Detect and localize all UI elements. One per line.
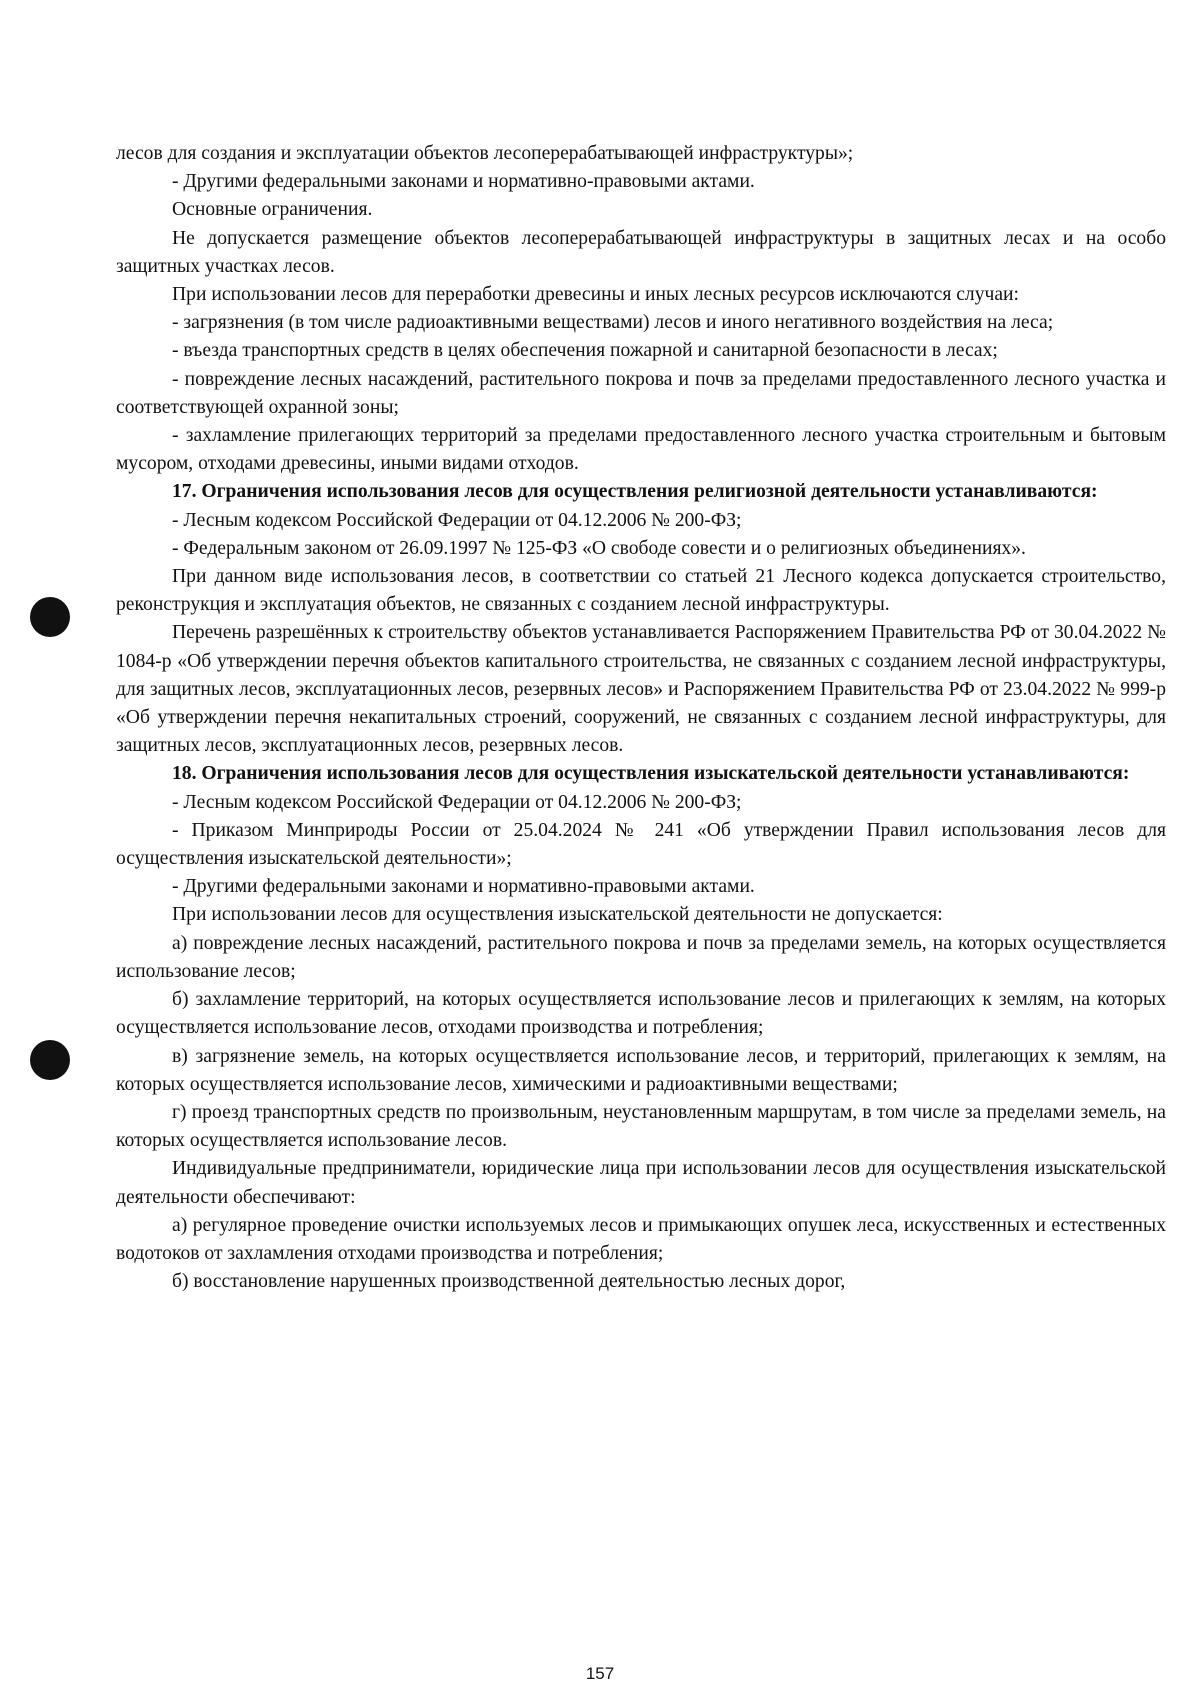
document-body	[116, 140, 1166, 1296]
punch-hole-mark	[30, 597, 70, 637]
list-item: - Лесным кодексом Российской Федерации от 04.12.2006 № 200-ФЗ;	[172, 509, 742, 531]
body-paragraph: Перечень разрешённых к строительству объектов устанавливается Распоряжением Правительства РФ от 30.04.2022 № 1084-р «Об утверждении перечня объектов капитального строительства, не связанных с созданием лесной инфраструктуры, для защитных лесов, эксплуатационных лесов, резервных лесов» и Распоряжением Правительства РФ от 23.04.2022 № 999-р «Об утверждении перечня некапитальных строений, сооружений, не связанных с созданием лесной инфраструктуры, для защитных лесов, эксплуатационных лесов, резервных лесов.	[116, 622, 1166, 757]
list-item: - загрязнения (в том числе радиоактивными веществами) лесов и иного негативного воздействия на леса;	[172, 312, 1054, 334]
body-paragraph: Не допускается размещение объектов лесоперерабатывающей инфраструктуры в защитных лесах и на особо защитных участках лесов.	[116, 227, 1166, 277]
list-item: - Лесным кодексом Российской Федерации от 04.12.2006 № 200-ФЗ;	[172, 791, 742, 813]
list-item: - Приказом Минприроды России от 25.04.2024 № 241 «Об утверждении Правил использования лесов для осуществления изыскательской деятельности»;	[116, 819, 1166, 870]
list-item: в) загрязнение земель, на которых осуществляется использование лесов, и территорий, прилегающих к землям, на которых осуществляется использование лесов, химическими и радиоактивными веществами;	[116, 1045, 1166, 1095]
list-item: а) регулярное проведение очистки используемых лесов и примыкающих опушек леса, искусственных и естественных водотоков от захламления отходами производства и потребления;	[116, 1214, 1166, 1264]
list-item: б) захламление территорий, на которых осуществляется использование лесов и прилегающих к землям, на которых осуществляется использование лесов, отходами производства и потребления;	[116, 989, 1166, 1039]
punch-hole-mark	[30, 1040, 70, 1080]
body-paragraph: лесов для создания и эксплуатации объектов лесоперерабатывающей инфраструктуры»;	[116, 143, 854, 164]
body-paragraph: При использовании лесов для осуществления изыскательской деятельности не допускается:	[172, 904, 943, 926]
page-number: 157	[585, 1664, 615, 1683]
body-paragraph: При данном виде использования лесов, в соответствии со статьей 21 Лесного кодекса допускается строительство, реконструкция и эксплуатация объектов, не связанных с созданием лесной инфраструктуры.	[116, 566, 1166, 616]
list-item: - повреждение лесных насаждений, растительного покрова и почв за пределами предоставленного лесного участка и соответствующей охранной зоны;	[116, 368, 1166, 418]
body-paragraph: Основные ограничения.	[172, 199, 373, 221]
list-item: - Федеральным законом от 26.09.1997 № 125-ФЗ «О свободе совести и о религиозных объединениях».	[172, 537, 1026, 559]
section-heading-18: 18. Ограничения использования лесов для осуществления изыскательской деятельности устанавливаются:	[172, 763, 1130, 785]
list-item: - Другими федеральными законами и нормативно-правовыми актами.	[172, 876, 755, 898]
list-item: а) повреждение лесных насаждений, растительного покрова и почв за пределами земель, на которых осуществляется использование лесов;	[116, 932, 1166, 982]
body-paragraph: При использовании лесов для переработки древесины и иных лесных ресурсов исключаются случаи:	[172, 284, 1019, 306]
list-item: - захламление прилегающих территорий за пределами предоставленного лесного участка строительным и бытовым мусором, отходами древесины, иными видами отходов.	[116, 425, 1166, 475]
list-item: б) восстановление нарушенных производственной деятельностью лесных дорог,	[172, 1271, 846, 1293]
list-item: - въезда транспортных средств в целях обеспечения пожарной и санитарной безопасности в лесах;	[172, 340, 998, 362]
list-item: г) проезд транспортных средств по произвольным, неустановленным маршрутам, в том числе за пределами земель, на которых осуществляется использование лесов.	[116, 1101, 1166, 1152]
list-item: - Другими федеральными законами и нормативно-правовыми актами.	[172, 171, 755, 193]
section-heading-17: 17. Ограничения использования лесов для осуществления религиозной деятельности устанавливаются:	[172, 481, 1098, 503]
body-paragraph: Индивидуальные предприниматели, юридические лица при использовании лесов для осуществления изыскательской деятельности обеспечивают:	[116, 1158, 1166, 1208]
